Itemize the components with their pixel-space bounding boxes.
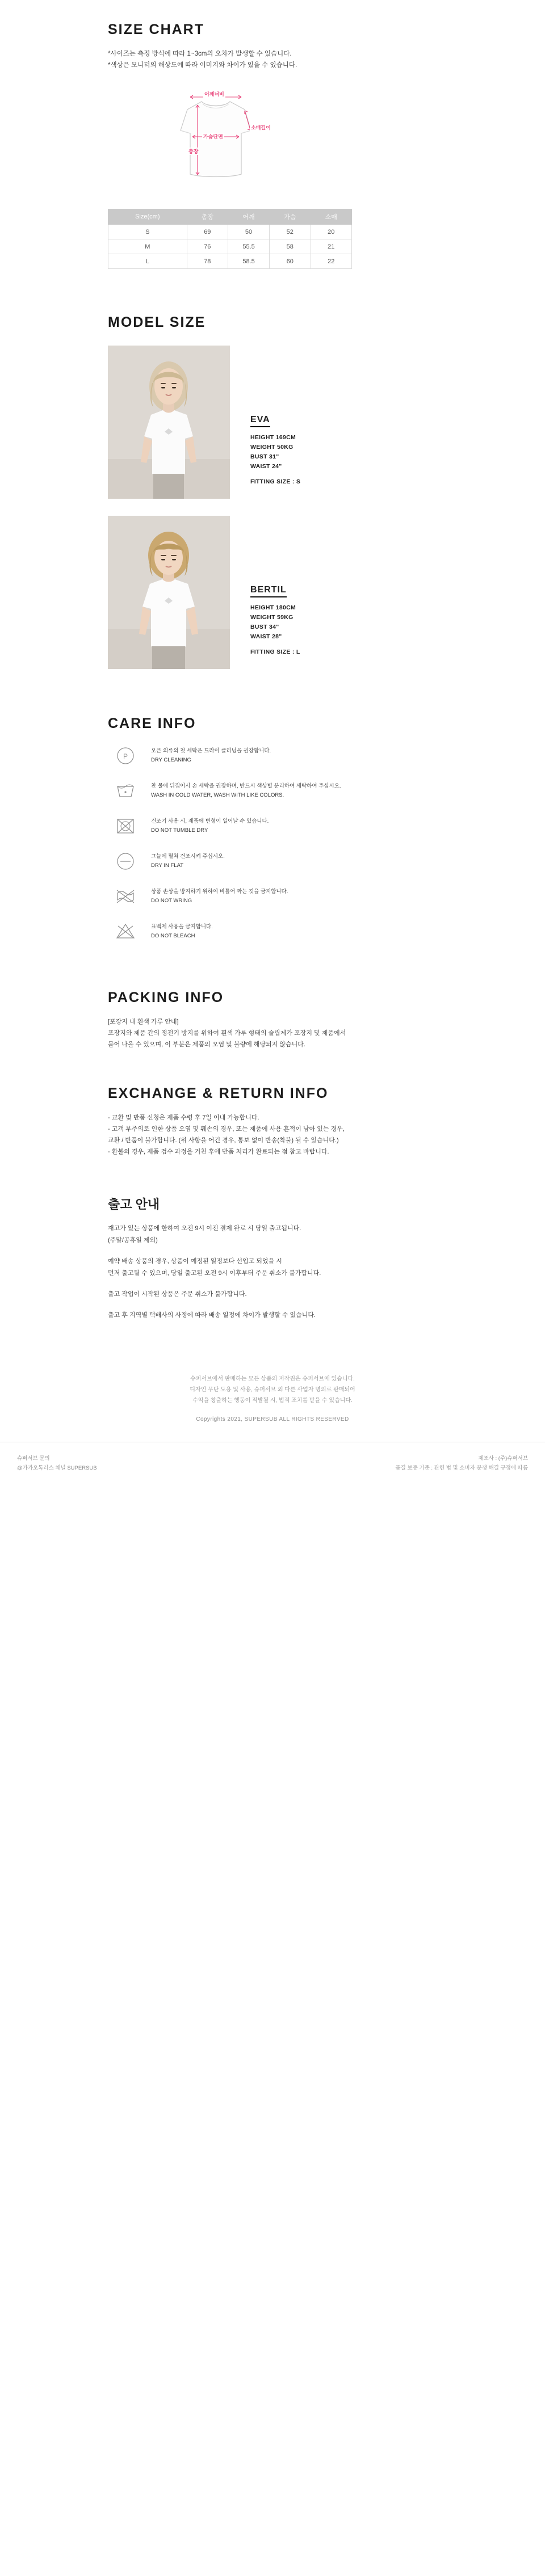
table-cell: 58: [270, 239, 311, 254]
size-table-header-cell: 가슴: [270, 209, 311, 225]
care-item-en: DRY IN FLAT: [151, 862, 184, 869]
exchange-line-3: 교환 / 반품이 불가합니다. (위 사항을 어긴 경우, 통보 없이 반송(착불) 될 수 있습니다.): [108, 1137, 339, 1144]
care-item-text: [151, 817, 269, 835]
exchange-line-4: - 환불의 경우, 제품 검수 과정을 거친 후에 반품 처리가 완료되는 점 참고 바랍니다.: [108, 1148, 329, 1155]
footer-contact-channel: @카카오톡러스 채널 SUPERSUB: [17, 1465, 97, 1471]
table-row: [108, 254, 352, 269]
model-info-bertil: [250, 585, 300, 669]
no-tumble-dry-icon: [108, 813, 143, 840]
footer-contact-title: 슈퍼서브 문의: [17, 1455, 50, 1462]
care-item-text: [151, 747, 271, 765]
care-item-en: DO NOT TUMBLE DRY: [151, 827, 208, 834]
model-spec-waist: WAIST 28": [250, 633, 282, 640]
care-item-text: [151, 923, 213, 941]
svg-text:P: P: [123, 752, 128, 760]
table-cell: 58.5: [228, 254, 270, 269]
table-cell: 60: [270, 254, 311, 269]
packing-info-line-3: 묻어 나올 수 있으며, 이 부분은 제품의 오염 및 불량에 해당되지 않습니다.: [108, 1041, 305, 1048]
size-table-header-cell: 어깨: [228, 209, 270, 225]
do-not-wring-icon: [108, 883, 143, 910]
copyright-block: [0, 1374, 545, 1442]
table-cell: L: [108, 254, 187, 269]
model-spec-bust: BUST 31": [250, 453, 279, 460]
care-item: [108, 848, 437, 875]
size-chart-title: SIZE CHART: [108, 22, 204, 37]
model-fitting-size: FITTING SIZE : S: [250, 478, 301, 485]
do-not-bleach-icon: [108, 918, 143, 945]
care-item: [108, 883, 437, 910]
shipping-p1-line2: (주말/공휴일 제외): [108, 1237, 158, 1244]
footer-warranty-note: 품질 보증 기준 : 관련 법 및 소비자 분쟁 해결 규정에 따름: [395, 1465, 528, 1471]
care-item-kr: 오픈 의류의 첫 세탁은 드라이 클리닝을 권장합니다.: [151, 748, 271, 754]
model-spec-weight: WEIGHT 59KG: [250, 614, 294, 621]
footer-manufacturer: [395, 1454, 528, 1473]
model-photo-bertil: [108, 516, 230, 669]
exchange-return-title: EXCHANGE & RETURN INFO: [108, 1085, 329, 1101]
shipping-p2-line2: 먼저 출고될 수 있으며, 당일 출고된 오전 9시 이후부터 주문 취소가 불가합니다.: [108, 1270, 321, 1277]
care-item: [108, 777, 437, 805]
table-cell: 52: [270, 225, 311, 239]
tshirt-outline-icon: [133, 88, 321, 193]
label-shoulder-width: 어깨너비: [204, 91, 224, 97]
shipping-info-section: [0, 1157, 545, 1321]
shipping-p3-line1: 출고 작업이 시작된 상품은 주문 취소가 불가합니다.: [108, 1291, 247, 1298]
copyright-notice: Copyrights 2021, SUPERSUB ALL RIGHTS RESERVED: [196, 1416, 349, 1422]
label-total-length: 총장: [188, 149, 199, 154]
table-cell: 78: [187, 254, 228, 269]
dry-clean-icon: [108, 742, 143, 769]
table-cell: 21: [311, 239, 352, 254]
copyright-line-3: 수익을 창출하는 행동이 적발될 시, 법적 조치를 받을 수 있습니다.: [192, 1398, 353, 1404]
care-item-kr: 그늘에 펼쳐 건조시켜 주십시오.: [151, 853, 225, 860]
copyright-line-2: 디자인 무단 도용 및 사용, 슈퍼서브 외 다른 사업자 명의로 판매되어: [190, 1387, 355, 1393]
exchange-line-2: - 고객 부주의로 인한 상품 오염 및 훼손의 경우, 또는 제품에 사용 흔적이 남아 있는 경우,: [108, 1126, 345, 1133]
model-photo-illustration: [108, 516, 230, 669]
care-info-section: [0, 669, 545, 945]
shipping-p4-line1: 출고 후 지역별 택배사의 사정에 따라 배송 일정에 차이가 발생할 수 있습니다.: [108, 1312, 316, 1319]
copyright-line-1: 슈퍼서브에서 판매하는 모든 상품의 저작권은 슈퍼서브에 있습니다.: [190, 1376, 355, 1382]
exchange-return-section: [0, 1050, 545, 1157]
shipping-info-title: 출고 안내: [108, 1197, 160, 1211]
care-item-en: WASH IN COLD WATER, WASH WITH LIKE COLORS.: [151, 792, 284, 798]
model-photo-eva: [108, 346, 230, 499]
model-name: EVA: [250, 415, 270, 427]
dry-flat-icon: [108, 848, 143, 875]
packing-info-title: PACKING INFO: [108, 990, 224, 1005]
footer-manufacturer-name: 제조사 : (주)슈퍼서브: [478, 1455, 528, 1462]
care-item-text: [151, 852, 225, 870]
size-chart-note-1: *사이즈는 측정 방식에 따라 1~3cm의 오차가 발생할 수 있습니다.: [108, 50, 292, 57]
care-item: [108, 813, 437, 840]
table-cell: 22: [311, 254, 352, 269]
care-item-en: DO NOT WRING: [151, 898, 192, 904]
care-item-kr: 찬 물에 뒤집어서 손 세탁을 권장하며, 반드시 색상별 분리하여 세탁하여 주십시오.: [151, 783, 341, 789]
model-photo-illustration: [108, 346, 230, 499]
model-size-section: [0, 269, 545, 669]
page-footer: [0, 1442, 545, 1492]
table-cell: 50: [228, 225, 270, 239]
care-item-kr: 건조기 사용 시, 제품에 변형이 일어날 수 있습니다.: [151, 818, 269, 824]
model-spec-weight: WEIGHT 50KG: [250, 444, 294, 451]
model-fitting-size: FITTING SIZE : L: [250, 649, 300, 655]
table-row: [108, 225, 352, 239]
model-info-eva: [250, 415, 300, 499]
exchange-line-1: - 교환 및 반품 신청은 제품 수령 후 7일 이내 가능합니다.: [108, 1114, 259, 1121]
size-chart-note-2: *색상은 모니터의 해상도에 따라 이미지와 차이가 있을 수 있습니다.: [108, 62, 297, 69]
size-chart-section: [0, 0, 545, 269]
model-name: BERTIL: [250, 585, 287, 597]
label-chest-width: 가슴단면: [203, 134, 223, 140]
care-item-en: DRY CLEANING: [151, 757, 191, 763]
shipping-p1-line1: 재고가 있는 상품에 한하여 오전 9시 이전 결제 완료 시 당일 출고됩니다.: [108, 1225, 301, 1232]
table-cell: 20: [311, 225, 352, 239]
size-table-header-cell: 총장: [187, 209, 228, 225]
model-spec-height: HEIGHT 169CM: [250, 434, 296, 441]
label-sleeve-length: 소매길이: [251, 125, 271, 131]
model-card-eva: [108, 346, 437, 499]
packing-info-line-1: [포장지 내 흰색 가루 안내]: [108, 1018, 179, 1025]
size-table: [108, 209, 352, 269]
care-info-title: CARE INFO: [108, 715, 196, 731]
shipping-p2-line1: 예약 배송 상품의 경우, 상품이 예정된 일정보다 선입고 되었을 시: [108, 1258, 282, 1265]
care-item-text: [151, 887, 288, 906]
model-spec-waist: WAIST 24": [250, 463, 282, 470]
table-row: [108, 239, 352, 254]
table-cell: 69: [187, 225, 228, 239]
table-cell: 76: [187, 239, 228, 254]
care-item: [108, 918, 437, 945]
care-item-kr: 표백제 사용을 금지합니다.: [151, 924, 213, 930]
tshirt-measure-diagram: [133, 88, 321, 193]
footer-contact: [17, 1454, 97, 1473]
model-spec-bust: BUST 34": [250, 624, 279, 630]
table-cell: S: [108, 225, 187, 239]
size-table-header-cell: 소매: [311, 209, 352, 225]
care-item-kr: 상품 손상을 방지하기 위하여 비틀어 짜는 것을 금지합니다.: [151, 889, 288, 895]
care-item-en: DO NOT BLEACH: [151, 933, 195, 939]
cold-wash-icon: [108, 777, 143, 805]
packing-info-line-2: 포장지와 제품 간의 정전기 방지를 위하여 흰색 가루 형태의 슬립제가 포장지 및 제품에서: [108, 1030, 346, 1037]
table-cell: 55.5: [228, 239, 270, 254]
size-table-header-cell: Size(cm): [108, 209, 187, 225]
care-item: [108, 742, 437, 769]
packing-info-section: [0, 945, 545, 1050]
care-item-text: [151, 782, 341, 800]
table-cell: M: [108, 239, 187, 254]
size-table-header-row: [108, 209, 352, 225]
model-card-bertil: [108, 516, 437, 669]
model-size-title: MODEL SIZE: [108, 314, 206, 330]
model-spec-height: HEIGHT 180CM: [250, 604, 296, 611]
